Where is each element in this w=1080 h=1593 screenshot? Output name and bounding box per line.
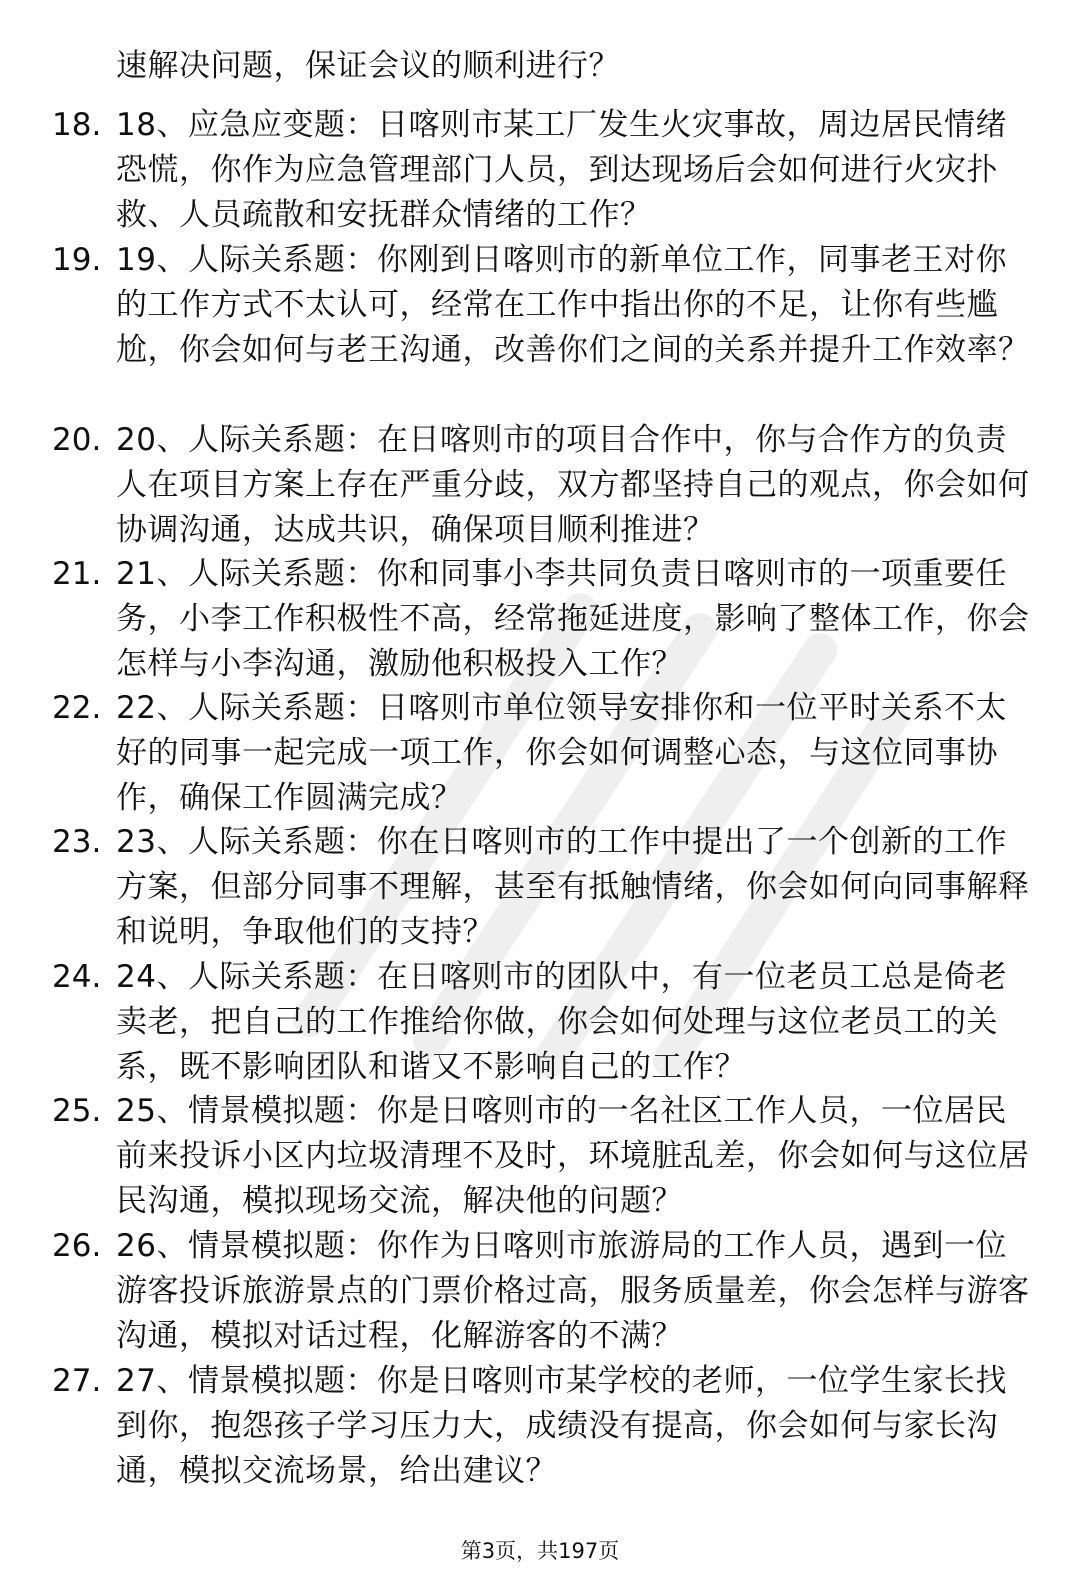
question-text: 18、应急应变题：日喀则市某工厂发生火灾事故，周边居民情绪恐慌，你作为应急管理部门人员，到达现场后会如何进行火灾扑救、人员疏散和安抚群众情绪的工作？ — [116, 107, 1007, 233]
question-number: 19. — [52, 242, 102, 278]
question-text: 21、人际关系题：你和同事小李共同负责日喀则市的一项重要任务，小李工作积极性不高，经常拖延进度，影响了整体工作，你会怎样与小李沟通，激励他积极投入工作？ — [116, 556, 1030, 682]
question-number: 20. — [52, 422, 102, 458]
question-text: 22、人际关系题：日喀则市单位领导安排你和一位平时关系不太好的同事一起完成一项工作，你会如何调整心态，与这位同事协作，确保工作圆满完成？ — [116, 690, 1007, 816]
question-number: 24. — [52, 959, 102, 995]
question-number: 27. — [52, 1363, 102, 1399]
continued-question-text: 速解决问题，保证会议的顺利进行？ — [116, 48, 620, 84]
question-number: 21. — [52, 556, 102, 592]
question-text: 24、人际关系题：在日喀则市的团队中，有一位老员工总是倚老卖老，把自己的工作推给你做，你会如何处理与这位老员工的关系，既不影响团队和谐又不影响自己的工作？ — [116, 959, 1007, 1085]
question-number: 18. — [52, 107, 102, 143]
question-text: 25、情景模拟题：你是日喀则市的一名社区工作人员，一位居民前来投诉小区内垃圾清理不及时，环境脏乱差，你会如何与这位居民沟通，模拟现场交流，解决他的问题？ — [116, 1093, 1030, 1219]
question-text: 23、人际关系题：你在日喀则市的工作中提出了一个创新的工作方案，但部分同事不理解，甚至有抵触情绪，你会如何向同事解释和说明，争取他们的支持？ — [116, 824, 1030, 950]
question-text: 19、人际关系题：你刚到日喀则市的新单位工作，同事老王对你的工作方式不太认可，经常在工作中指出你的不足，让你有些尴尬，你会如何与老王沟通，改善你们之间的关系并提升工作效率？ — [116, 242, 1030, 368]
question-text: 20、人际关系题：在日喀则市的项目合作中，你与合作方的负责人在项目方案上存在严重分歧，双方都坚持自己的观点，你会如何协调沟通，达成共识，确保项目顺利推进？ — [116, 422, 1030, 548]
page-footer: 第3页，共197页 — [460, 1539, 620, 1563]
question-number: 26. — [52, 1228, 102, 1264]
question-text: 26、情景模拟题：你作为日喀则市旅游局的工作人员，遇到一位游客投诉旅游景点的门票价格过高，服务质量差，你会怎样与游客沟通，模拟对话过程，化解游客的不满？ — [116, 1228, 1030, 1354]
question-number: 25. — [52, 1093, 102, 1129]
question-number: 23. — [52, 824, 102, 860]
question-number: 22. — [52, 690, 102, 726]
question-text: 27、情景模拟题：你是日喀则市某学校的老师，一位学生家长找到你，抱怨孩子学习压力大，成绩没有提高，你会如何与家长沟通，模拟交流场景，给出建议？ — [116, 1363, 1007, 1489]
